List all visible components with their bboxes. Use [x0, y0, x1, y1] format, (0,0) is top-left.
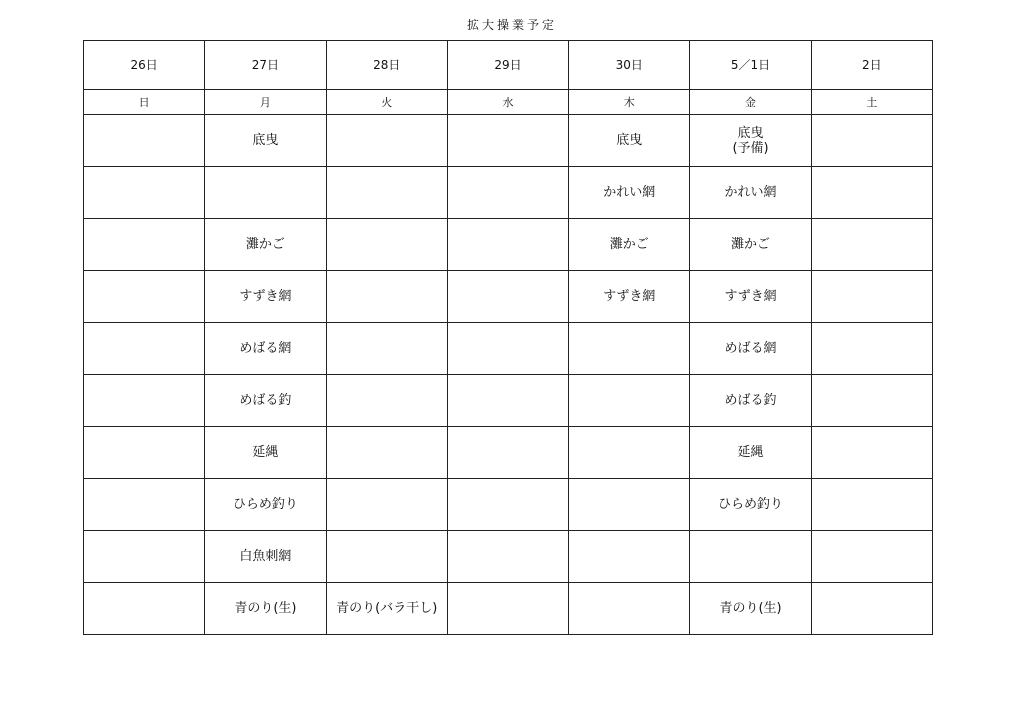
schedule-cell-sat: [811, 167, 932, 219]
schedule-row: [84, 219, 933, 271]
schedule-cell-sat: [811, 115, 932, 167]
schedule-cell-thu: [569, 479, 690, 531]
schedule-cell-fri: [690, 375, 811, 427]
schedule-cell-wed: [447, 531, 568, 583]
schedule-cell-text: ひらめ釣り: [718, 497, 784, 512]
schedule-cell-fri: [690, 115, 811, 167]
schedule-cell-text: 灘かご: [731, 237, 771, 252]
schedule-row: [84, 167, 933, 219]
schedule-cell-text: 底曳: [252, 133, 279, 148]
schedule-cell-sat: [811, 323, 932, 375]
schedule-cell-tue: [326, 323, 447, 375]
schedule-cell-tue: [326, 115, 447, 167]
schedule-cell-text: めばる釣: [239, 393, 292, 408]
schedule-cell-wed: [447, 167, 568, 219]
schedule-cell-thu: [569, 167, 690, 219]
schedule-cell-text: 青のり(生): [234, 601, 297, 616]
schedule-table: [83, 40, 933, 635]
schedule-cell-thu: [569, 583, 690, 635]
schedule-cell-wed: [447, 323, 568, 375]
schedule-cell-text: 灘かご: [245, 237, 285, 252]
schedule-cell-text: 青のり(バラ干し): [336, 601, 438, 616]
schedule-cell-fri: [690, 323, 811, 375]
schedule-cell-thu: [569, 531, 690, 583]
date-cell-fri: 5／1日: [690, 41, 811, 90]
schedule-cell-sat: [811, 531, 932, 583]
weekday-cell-tue: 火: [326, 90, 447, 115]
schedule-cell-text: かれい網: [603, 185, 656, 200]
weekday-cell-mon: 月: [205, 90, 326, 115]
schedule-cell-thu: [569, 323, 690, 375]
schedule-cell-sun: [84, 115, 205, 167]
schedule-cell-fri: [690, 167, 811, 219]
schedule-cell-text: 底曳: [616, 133, 643, 148]
schedule-cell-sun: [84, 375, 205, 427]
date-cell-tue: 28日: [326, 41, 447, 90]
schedule-row: [84, 375, 933, 427]
schedule-cell-text: 底曳 (予備): [732, 125, 769, 156]
schedule-cell-text: 青のり(生): [719, 601, 782, 616]
schedule-cell-wed: [447, 219, 568, 271]
schedule-cell-text: 延縄: [737, 445, 764, 460]
schedule-cell-mon: [205, 219, 326, 271]
schedule-cell-text: 白魚刺網: [239, 549, 292, 564]
schedule-cell-fri: [690, 219, 811, 271]
schedule-cell-text: ひらめ釣り: [232, 497, 298, 512]
schedule-cell-sun: [84, 167, 205, 219]
schedule-cell-sat: [811, 479, 932, 531]
schedule-cell-mon: [205, 583, 326, 635]
schedule-cell-mon: [205, 271, 326, 323]
schedule-cell-mon: [205, 115, 326, 167]
schedule-cell-fri: [690, 271, 811, 323]
schedule-cell-text: めばる釣: [724, 393, 777, 408]
document-title: 拡大操業予定: [466, 18, 557, 32]
schedule-row: [84, 583, 933, 635]
schedule-cell-text: めばる網: [239, 341, 292, 356]
schedule-cell-thu: [569, 115, 690, 167]
date-cell-sat: 2日: [811, 41, 932, 90]
weekday-cell-fri: 金: [690, 90, 811, 115]
schedule-cell-wed: [447, 375, 568, 427]
date-header-row: [84, 41, 933, 90]
schedule-cell-mon: [205, 479, 326, 531]
schedule-cell-thu: [569, 271, 690, 323]
weekday-cell-thu: 木: [569, 90, 690, 115]
schedule-cell-text: 延縄: [252, 445, 279, 460]
schedule-cell-sat: [811, 427, 932, 479]
schedule-cell-tue: [326, 167, 447, 219]
schedule-cell-sat: [811, 271, 932, 323]
date-cell-mon: 27日: [205, 41, 326, 90]
schedule-cell-text: すずき網: [603, 289, 656, 304]
schedule-cell-tue: [326, 531, 447, 583]
schedule-cell-fri: [690, 479, 811, 531]
schedule-cell-fri: [690, 427, 811, 479]
schedule-cell-sun: [84, 271, 205, 323]
schedule-row: [84, 531, 933, 583]
schedule-cell-sun: [84, 427, 205, 479]
schedule-cell-thu: [569, 375, 690, 427]
schedule-cell-tue: [326, 427, 447, 479]
weekday-cell-wed: 水: [447, 90, 568, 115]
schedule-cell-thu: [569, 219, 690, 271]
schedule-cell-sun: [84, 219, 205, 271]
schedule-cell-fri: [690, 583, 811, 635]
schedule-cell-wed: [447, 427, 568, 479]
weekday-cell-sat: 土: [811, 90, 932, 115]
schedule-cell-thu: [569, 427, 690, 479]
schedule-row: [84, 427, 933, 479]
date-cell-sun: 26日: [84, 41, 205, 90]
schedule-cell-tue: [326, 375, 447, 427]
schedule-cell-sat: [811, 583, 932, 635]
schedule-row: [84, 479, 933, 531]
schedule-cell-text: 灘かご: [609, 237, 649, 252]
schedule-cell-tue: [326, 219, 447, 271]
date-cell-wed: 29日: [447, 41, 568, 90]
schedule-cell-sun: [84, 479, 205, 531]
schedule-cell-sun: [84, 531, 205, 583]
schedule-cell-mon: [205, 375, 326, 427]
schedule-cell-sun: [84, 323, 205, 375]
schedule-cell-text: すずき網: [724, 289, 777, 304]
schedule-cell-wed: [447, 115, 568, 167]
schedule-cell-tue: [326, 583, 447, 635]
schedule-cell-wed: [447, 583, 568, 635]
date-cell-thu: 30日: [569, 41, 690, 90]
schedule-cell-mon: [205, 167, 326, 219]
schedule-cell-sat: [811, 375, 932, 427]
schedule-cell-text: かれい網: [724, 185, 777, 200]
schedule-cell-sat: [811, 219, 932, 271]
schedule-cell-sun: [84, 583, 205, 635]
weekday-header-row: [84, 90, 933, 115]
schedule-cell-tue: [326, 479, 447, 531]
schedule-cell-text: めばる網: [724, 341, 777, 356]
schedule-row: [84, 323, 933, 375]
schedule-cell-mon: [205, 531, 326, 583]
schedule-cell-tue: [326, 271, 447, 323]
schedule-cell-text: すずき網: [239, 289, 292, 304]
weekday-cell-sun: 日: [84, 90, 205, 115]
schedule-cell-mon: [205, 323, 326, 375]
schedule-cell-fri: [690, 531, 811, 583]
schedule-cell-wed: [447, 271, 568, 323]
schedule-cell-mon: [205, 427, 326, 479]
schedule-row: [84, 271, 933, 323]
schedule-row: [84, 115, 933, 167]
schedule-cell-wed: [447, 479, 568, 531]
